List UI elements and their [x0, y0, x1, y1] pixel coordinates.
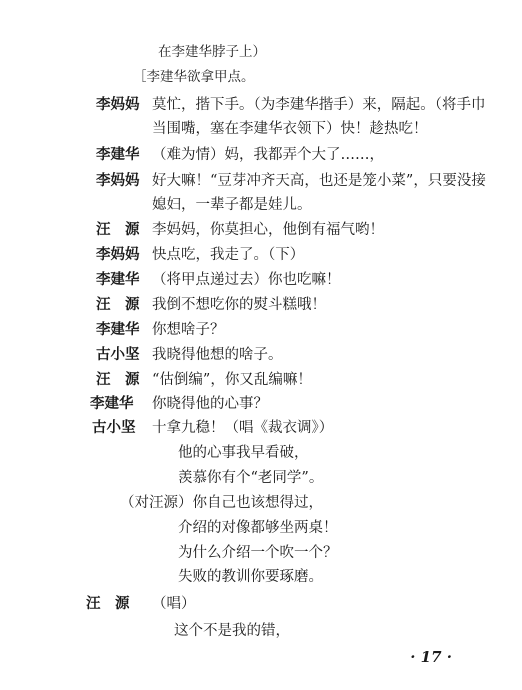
dialogue-line: （难为情）妈，我都弄个大了……， [152, 147, 384, 163]
song-line: 他的心事我早看破， [178, 445, 309, 461]
speaker-name: 古小坚 [96, 346, 140, 363]
dialogue-line: 你晓得他的心事？ [152, 396, 268, 412]
speaker-name: 李建华 [90, 395, 134, 412]
dialogue-line: （将甲点递过去）你也吃嘛！ [152, 272, 341, 288]
speaker-name: 李妈妈 [96, 172, 140, 189]
dialogue-line: “估倒编”，你又乱编嘛！ [152, 372, 312, 388]
dialogue-line: 十拿九稳！（唱《裁衣调》） [152, 420, 334, 436]
song-line: 介绍的对像都够坐两桌！ [178, 520, 338, 536]
speaker-name: 李建华 [96, 146, 140, 163]
dialogue-line: 我倒不想吃你的熨斗糕哦！ [152, 297, 326, 313]
song-line: （对汪源）你自己也该想得过， [120, 495, 323, 511]
speaker-name: 古小坚 [92, 419, 136, 436]
dialogue-line: 媳妇，一辈子都是娃儿。 [152, 197, 312, 213]
page-number: · 17 · [410, 648, 452, 666]
song-line: 失败的教训你要琢磨。 [178, 569, 323, 585]
dialogue-line: 我晓得他想的啥子。 [152, 347, 283, 363]
dialogue-line: 当围嘴，塞在李建华衣领下）快！趁热吃！ [152, 121, 428, 137]
speaker-name: 汪 源 [96, 221, 140, 238]
song-line: 这个不是我的错， [174, 623, 290, 639]
speaker-name: 汪 源 [96, 296, 140, 313]
speaker-name: 李建华 [96, 321, 140, 338]
speaker-name: 汪 源 [96, 371, 140, 388]
song-line: 羡慕你有个“老同学”。 [178, 470, 324, 486]
song-line: 为什么介绍一个吹一个？ [178, 545, 338, 561]
dialogue-line: 你想啥子？ [152, 322, 225, 338]
speaker-name: 李妈妈 [96, 96, 140, 113]
stage-direction: 在李建华脖子上） [158, 44, 266, 60]
stage-direction: （唱） [152, 596, 196, 612]
dialogue-line: 李妈妈，你莫担心，他倒有福气哟！ [152, 222, 384, 238]
dialogue-line: 莫忙，揩下手。（为李建华揩手）来，隔起。（将手巾 [152, 97, 486, 113]
speaker-name: 汪 源 [86, 595, 130, 612]
speaker-name: 李建华 [96, 271, 140, 288]
speaker-name: 李妈妈 [96, 246, 140, 263]
dialogue-line: 好大嘛！“豆芽冲齐天高，也还是笼小菜”，只要没接 [152, 173, 486, 189]
stage-direction: ［李建华欲拿甲点。 [133, 69, 255, 85]
dialogue-line: 快点吃，我走了。（下） [152, 247, 305, 263]
